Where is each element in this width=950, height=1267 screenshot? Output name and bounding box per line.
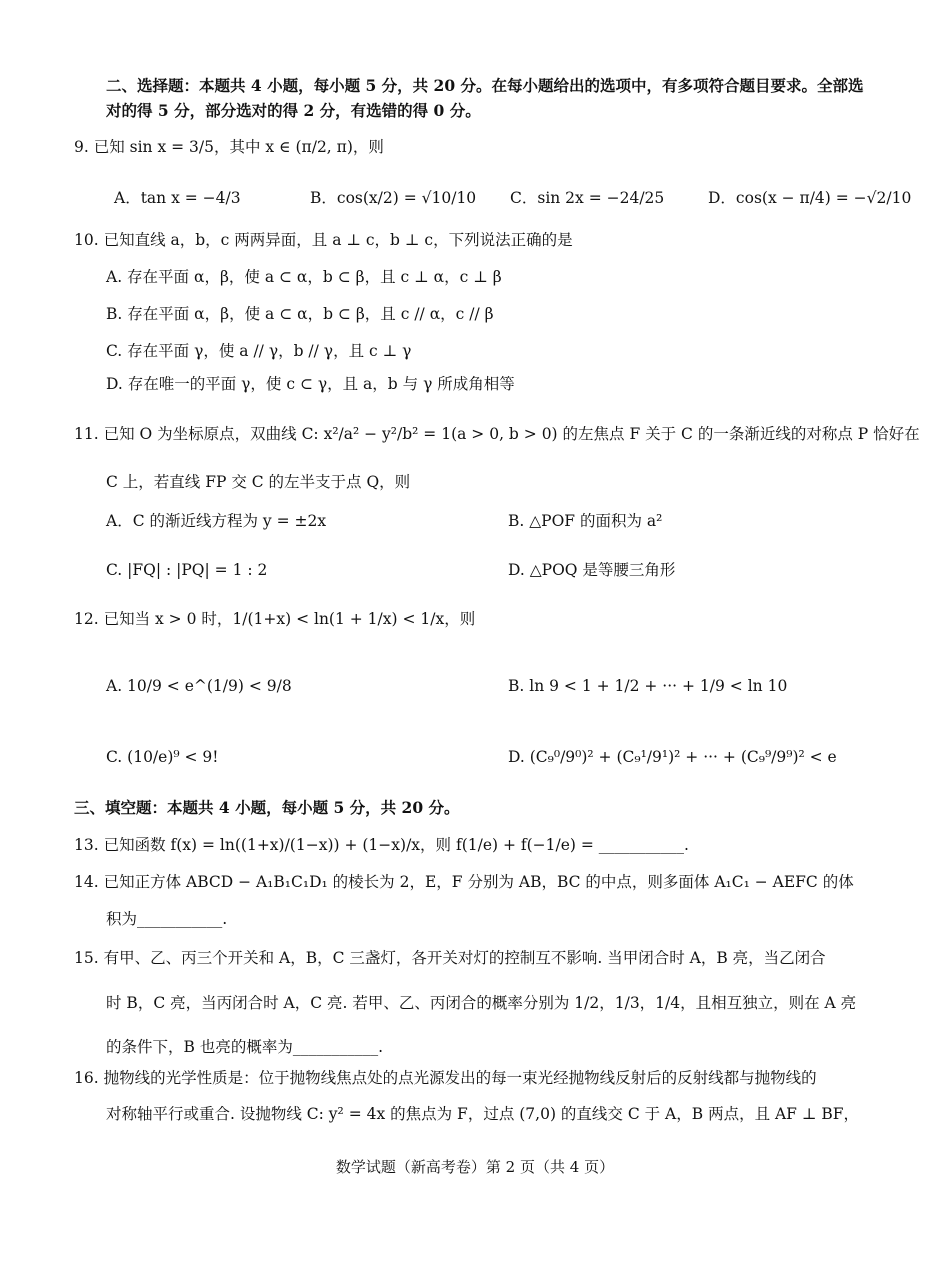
q9-option-b: B．cos(x/2) = √10/10: [310, 189, 477, 207]
q13-text: 13. 已知函数 f(x) = ln((1+x)/(1−x)) + (1−x)/x，则 f(1/e) + f(−1/e) = ___________.: [74, 836, 689, 854]
q11-option-d: D. △POQ 是等腰三角形: [508, 561, 676, 579]
page-footer: 数学试题（新高考卷）第 2 页（共 4 页）: [335, 1158, 615, 1176]
q10-option-c: C. 存在平面 γ，使 a // γ，b // γ，且 c ⊥ γ: [106, 342, 412, 360]
q9-option-c: C．sin 2x = −24/25: [510, 189, 665, 207]
q11-option-a: A．C 的渐近线方程为 y = ±2x: [106, 512, 327, 530]
q10-stem: 10. 已知直线 a，b，c 两两异面，且 a ⊥ c，b ⊥ c，下列说法正确的是: [74, 231, 573, 249]
q16-line2: 对称轴平行或重合. 设抛物线 C: y² = 4x 的焦点为 F，过点 (7,0) 的直线交 C 于 A，B 两点，且 AF ⊥ BF，: [106, 1105, 860, 1123]
q14-line2: 积为___________.: [106, 910, 228, 928]
q11-stem-line2: C 上，若直线 FP 交 C 的左半支于点 Q，则: [106, 473, 411, 491]
q12-option-a: A. 10/9 < e^(1/9) < 9/8: [106, 677, 292, 695]
q10-option-a: A. 存在平面 α，β，使 a ⊂ α，b ⊂ β，且 c ⊥ α，c ⊥ β: [106, 268, 502, 286]
q9-option-a: A．tan x = −4/3: [114, 189, 241, 207]
q12-option-c: C. (10/e)⁹ < 9!: [106, 748, 219, 766]
q11-option-c: C. |FQ| : |PQ| = 1 : 2: [106, 561, 268, 579]
q9-option-d: D．cos(x − π/4) = −√2/10: [708, 189, 912, 207]
q10-option-d: D. 存在唯一的平面 γ，使 c ⊂ γ，且 a，b 与 γ 所成角相等: [106, 375, 515, 393]
q14-line1: 14. 已知正方体 ABCD − A₁B₁C₁D₁ 的棱长为 2，E，F 分别为 AB，BC 的中点，则多面体 A₁C₁ − AEFC 的体: [74, 873, 854, 891]
q10-option-b: B. 存在平面 α，β，使 a ⊂ α，b ⊂ β，且 c // α，c // β: [106, 305, 494, 323]
q15-line2: 时 B，C 亮，当丙闭合时 A，C 亮. 若甲、乙、丙闭合的概率分别为 1/2，1/3，1/4，且相互独立，则在 A 亮: [106, 994, 857, 1012]
section2-header-line1: 二、选择题：本题共 4 小题，每小题 5 分，共 20 分。在每小题给出的选项中，有多项符合题目要求。全部选: [106, 76, 864, 95]
q12-option-b: B. ln 9 < 1 + 1/2 + ··· + 1/9 < ln 10: [508, 677, 788, 695]
q12-option-d: D. (C₉⁰/9⁰)² + (C₉¹/9¹)² + ··· + (C₉⁹/9⁹)² < e: [508, 748, 837, 766]
q11-option-b: B. △POF 的面积为 a²: [508, 512, 663, 530]
q15-line1: 15. 有甲、乙、丙三个开关和 A，B，C 三盏灯，各开关对灯的控制互不影响. 当甲闭合时 A，B 亮，当乙闭合: [74, 949, 826, 967]
q16-line1: 16. 抛物线的光学性质是：位于抛物线焦点处的点光源发出的每一束光经抛物线反射后的反射线都与抛物线的: [74, 1069, 817, 1087]
q11-stem-line1: 11. 已知 O 为坐标原点，双曲线 C: x²/a² − y²/b² = 1(a > 0, b > 0) 的左焦点 F 关于 C 的一条渐近线的对称点 P 恰好在: [74, 425, 920, 443]
q12-stem: 12. 已知当 x > 0 时，1/(1+x) < ln(1 + 1/x) < 1/x，则: [74, 610, 476, 628]
q15-line3: 的条件下，B 也亮的概率为___________.: [106, 1038, 383, 1056]
section3-header: 三、填空题：本题共 4 小题，每小题 5 分，共 20 分。: [74, 798, 460, 817]
section2-header-line2: 对的得 5 分，部分选对的得 2 分，有选错的得 0 分。: [106, 101, 481, 120]
q9-stem: 9. 已知 sin x = 3/5，其中 x ∈ (π/2, π)，则: [74, 138, 384, 156]
